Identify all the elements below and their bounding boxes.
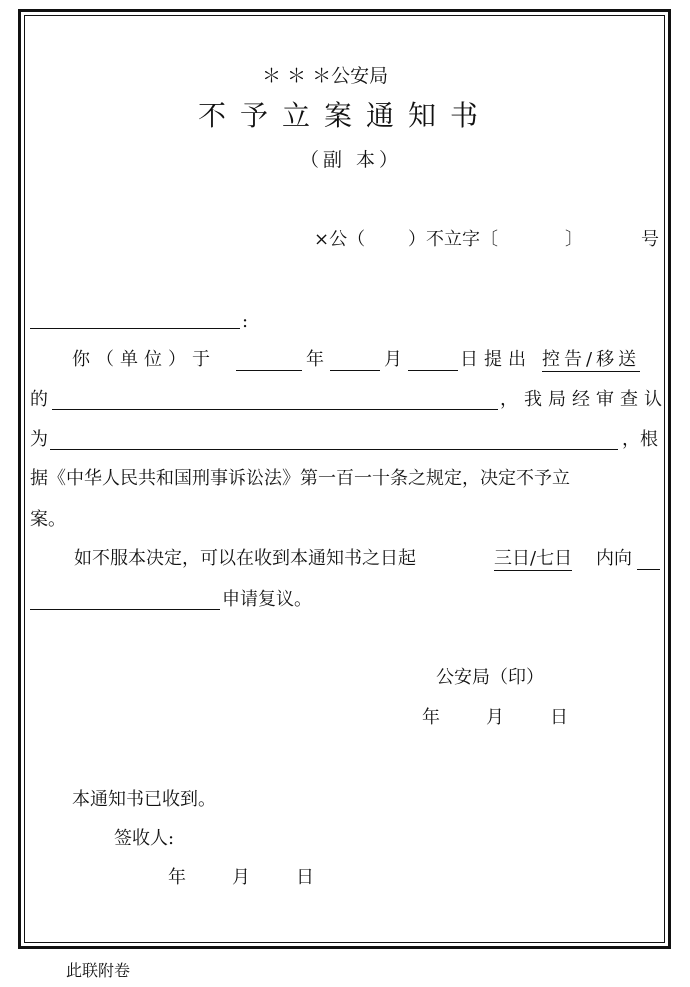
day-blank xyxy=(408,370,458,371)
doc-number-suffix: 号 xyxy=(641,229,659,250)
document-title: 不予立案通知书 xyxy=(198,99,493,132)
footer-note: 此联附卷 xyxy=(66,961,131,980)
p1-start: 你（单位）于 xyxy=(72,349,216,370)
month-label: 月 xyxy=(384,349,402,370)
apply-review-text: 申请复议。 xyxy=(222,589,312,610)
receipt-day: 日 xyxy=(296,867,314,888)
day-submit-label: 日提出 xyxy=(460,349,532,370)
seal-month: 月 xyxy=(486,707,504,728)
days-option-text: 三日/七日 xyxy=(494,548,573,569)
review-agency-blank-1 xyxy=(637,569,660,570)
wei-label: 为 xyxy=(30,429,48,450)
review-agency-blank-2 xyxy=(30,609,220,610)
doc-number-prefix: ×公（ xyxy=(314,229,366,250)
seal-day: 日 xyxy=(550,707,568,728)
law-text: 据《中华人民共和国刑事诉讼法》第一百一十条之规定，决定不予立 xyxy=(30,468,570,489)
agency-name: ＊ ＊ ＊公安局 xyxy=(262,65,389,87)
control-transfer-text: 控告/移送 xyxy=(542,349,641,370)
signer-label: 签收人: xyxy=(114,828,175,849)
addressee-colon: : xyxy=(242,311,249,332)
days-option xyxy=(494,549,572,569)
receipt-year: 年 xyxy=(168,867,186,888)
seal-year: 年 xyxy=(422,707,440,728)
month-blank xyxy=(330,370,380,371)
receipt-month: 月 xyxy=(232,867,250,888)
case-end-text: 案。 xyxy=(30,509,66,530)
reason-blank xyxy=(50,449,618,450)
doc-number-middle: ）不立字〔 xyxy=(408,229,498,250)
copy-mark: （副 本） xyxy=(300,149,403,171)
addressee-blank xyxy=(30,328,240,329)
inward-label: 内向 xyxy=(596,548,632,569)
fact-blank xyxy=(52,409,498,410)
bureau-seal: 公安局（印） xyxy=(436,667,544,688)
our-bureau-text: ，我局经审查认 xyxy=(500,389,668,410)
year-label: 年 xyxy=(306,349,324,370)
p2-start: 如不服本决定，可以在收到本通知书之日起 xyxy=(74,548,416,569)
year-blank xyxy=(236,370,302,371)
received-text: 本通知书已收到。 xyxy=(72,789,216,810)
gen-label: ，根 xyxy=(622,429,658,450)
doc-number-close: 〕 xyxy=(565,229,583,250)
de-label: 的 xyxy=(30,389,48,410)
control-transfer-option xyxy=(542,350,640,370)
